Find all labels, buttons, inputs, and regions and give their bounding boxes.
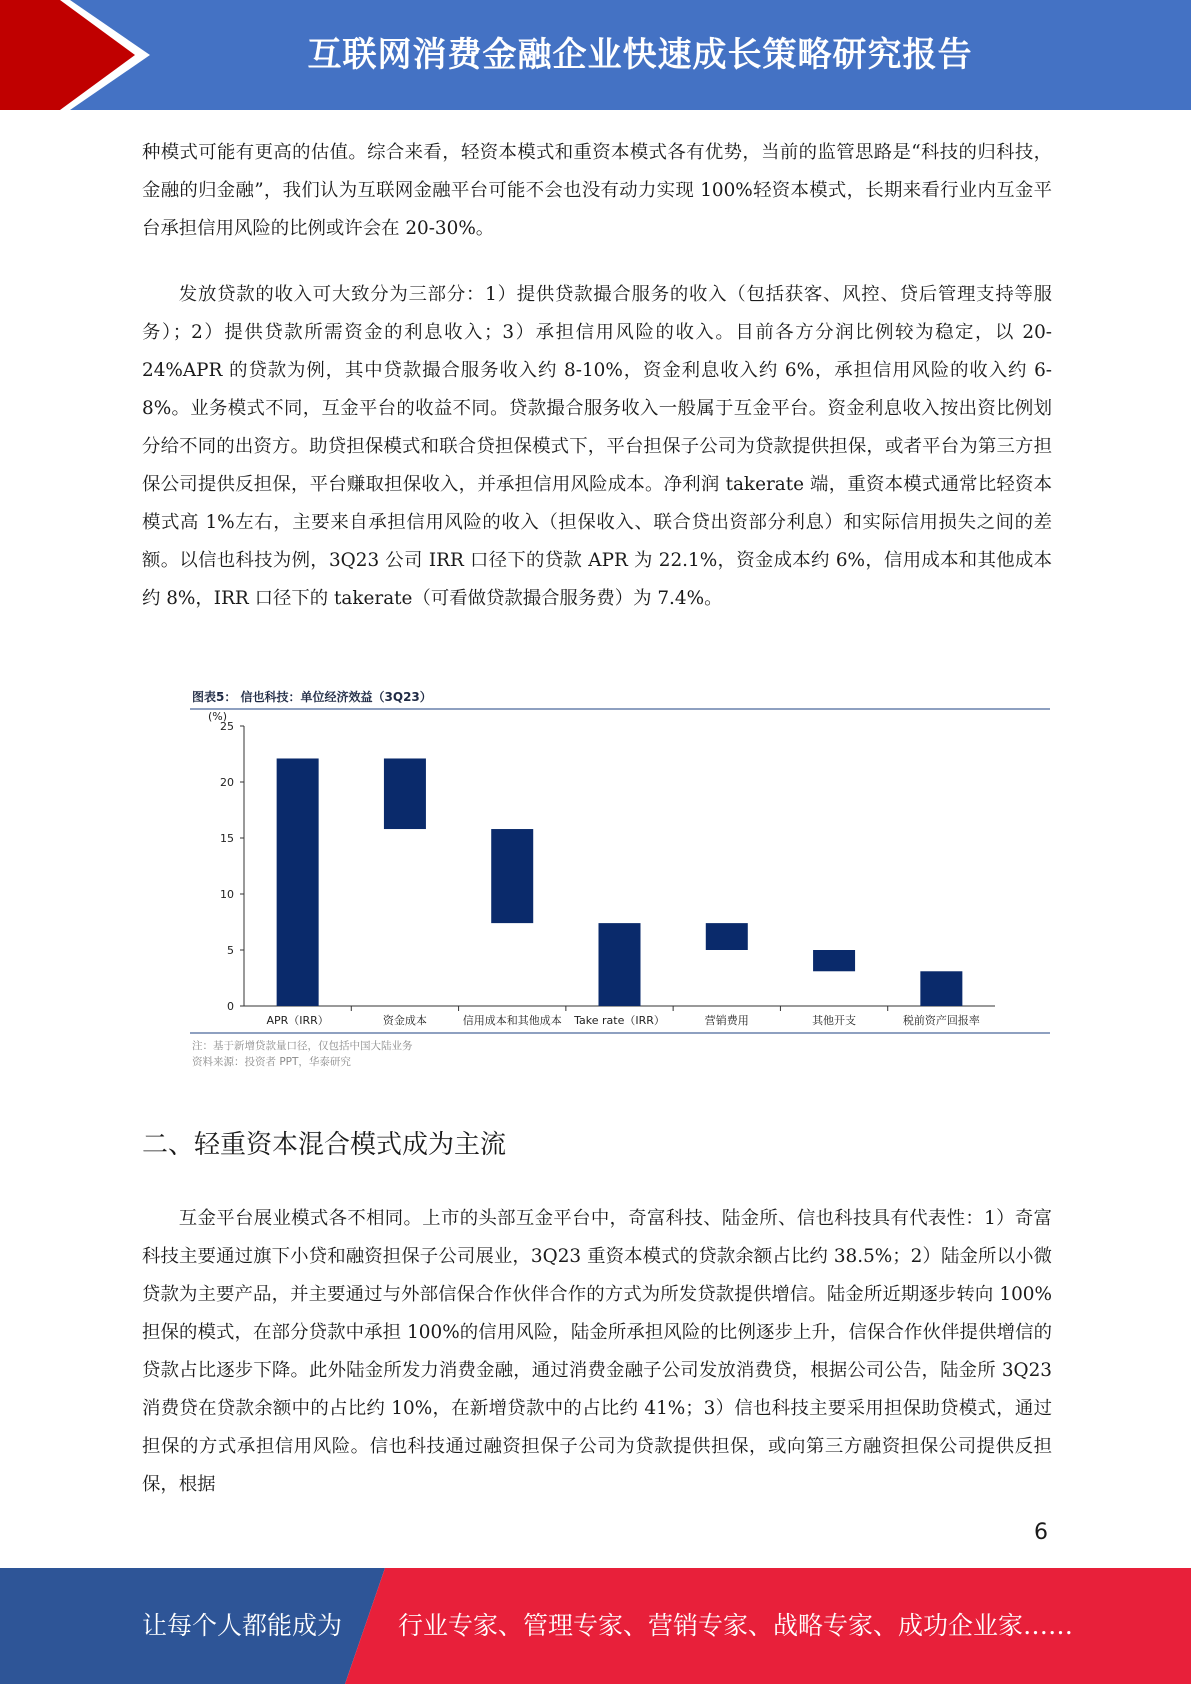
- y-axis-label: (%): [208, 710, 228, 723]
- footer-slogan-left: 让每个人都能成为: [142, 1611, 343, 1640]
- figure-bottom-rule: [190, 1032, 1050, 1034]
- y-tick-label: 20: [220, 776, 234, 789]
- figure-note: 注：基于新增贷款量口径，仅包括中国大陆业务: [192, 1040, 413, 1052]
- paragraph-revenue-breakdown: 发放贷款的收入可大致分为三部分：1）提供贷款撮合服务的收入（包括获客、风控、贷后管理支持等服务）；2）提供贷款所需资金的利息收入；3）承担信用风险的收入。目前各方分润比例较为稳定，以 20-24%APR 的贷款为例，其中贷款撮合服务收入约 8-10%，资金利息收入约 6%，承担信用风险的收入约 6-8%。业务模式不同，互金平台的收益不同。贷款撮合服务收入一般属于互金平台。资金利息收入按出资比例划分给不同的出资方。助贷担保模式和联合贷担保模式下，平台担保子公司为贷款提供担保，或者平台为第三方担保公司提供反担保，平台赚取担保收入，并承担信用风险成本。净利润 takerate 端，重资本模式通常比轻资本模式高 1%左右，主要来自承担信用风险的收入（担保收入、联合贷出资部分利息）和实际信用损失之间的差额。以信也科技为例，3Q23 公司 IRR 口径下的贷款 APR 为 22.1%，资金成本约 6%，信用成本和其他成本约 8%，IRR 口径下的 takerate（可看做贷款撮合服务费）为 7.4%。: [142, 284, 1052, 609]
- y-tick-label: 25: [220, 720, 234, 733]
- chart-bar: [277, 758, 319, 1006]
- figure-source: 资料来源：投资者 PPT，华泰研究: [192, 1056, 351, 1068]
- footer-slogan-right: 行业专家、管理专家、营销专家、战略专家、成功企业家……: [398, 1611, 1074, 1640]
- footer-banner: [0, 1568, 1191, 1684]
- paragraph-business-models: 互金平台展业模式各不相同。上市的头部互金平台中，奇富科技、陆金所、信也科技具有代表性：1）奇富科技主要通过旗下小贷和融资担保子公司展业，3Q23 重资本模式的贷款余额占比约 38.5%；2）陆金所以小微贷款为主要产品，并主要通过与外部信保合作伙伴合作的方式为所发贷款提供增信。陆金所近期逐步转向 100%担保的模式，在部分贷款中承担 100%的信用风险，陆金所承担风险的比例逐步上升，信保合作伙伴提供增信的贷款占比逐步下降。此外陆金所发力消费金融，通过消费金融子公司发放消费贷，根据公司公告，陆金所 3Q23 消费贷在贷款余额中的占比约 10%，在新增贷款中的占比约 41%；3）信也科技主要采用担保助贷模式，通过担保的方式承担信用风险。信也科技通过融资担保子公司为贷款提供担保，或向第三方融资担保公司提供反担保，根据: [142, 1208, 1052, 1495]
- y-tick-label: 15: [220, 832, 234, 845]
- x-tick-label: Take rate（IRR）: [574, 1014, 665, 1027]
- chart-bar: [706, 923, 748, 950]
- section-heading: 二、轻重资本混合模式成为主流: [142, 1130, 507, 1160]
- x-tick-label: APR（IRR）: [266, 1014, 329, 1027]
- chart-bar: [491, 829, 533, 923]
- document-title: 互联网消费金融企业快速成长策略研究报告: [307, 35, 973, 75]
- x-tick-label: 税前资产回报率: [902, 1014, 980, 1027]
- x-tick-label: 资金成本: [382, 1014, 427, 1027]
- y-tick-label: 0: [227, 1000, 234, 1013]
- x-tick-label: 营销费用: [704, 1014, 749, 1027]
- chart-bar: [599, 923, 641, 1006]
- x-tick-label: 信用成本和其他成本: [462, 1014, 562, 1027]
- waterfall-chart: [190, 710, 1050, 1032]
- y-tick-label: 5: [227, 944, 234, 957]
- header-arrow-logo: [0, 0, 150, 110]
- figure-caption: 图表5： 信也科技：单位经济效益（3Q23）: [192, 690, 432, 704]
- y-tick-label: 10: [220, 888, 234, 901]
- paragraph-valuation: 种模式可能有更高的估值。综合来看，轻资本模式和重资本模式各有优势，当前的监管思路是“科技的归科技，金融的归金融”，我们认为互联网金融平台可能不会也没有动力实现 100%轻资本模式，长期来看行业内互金平台承担信用风险的比例或许会在 20-30%。: [142, 142, 1052, 239]
- figure-unit-economics: [190, 688, 1050, 1068]
- chart-bar: [813, 950, 855, 971]
- chart-bar: [384, 758, 426, 829]
- page-number: 6: [1034, 1520, 1048, 1545]
- chart-bar: [920, 971, 962, 1006]
- x-tick-label: 其他开支: [812, 1014, 857, 1027]
